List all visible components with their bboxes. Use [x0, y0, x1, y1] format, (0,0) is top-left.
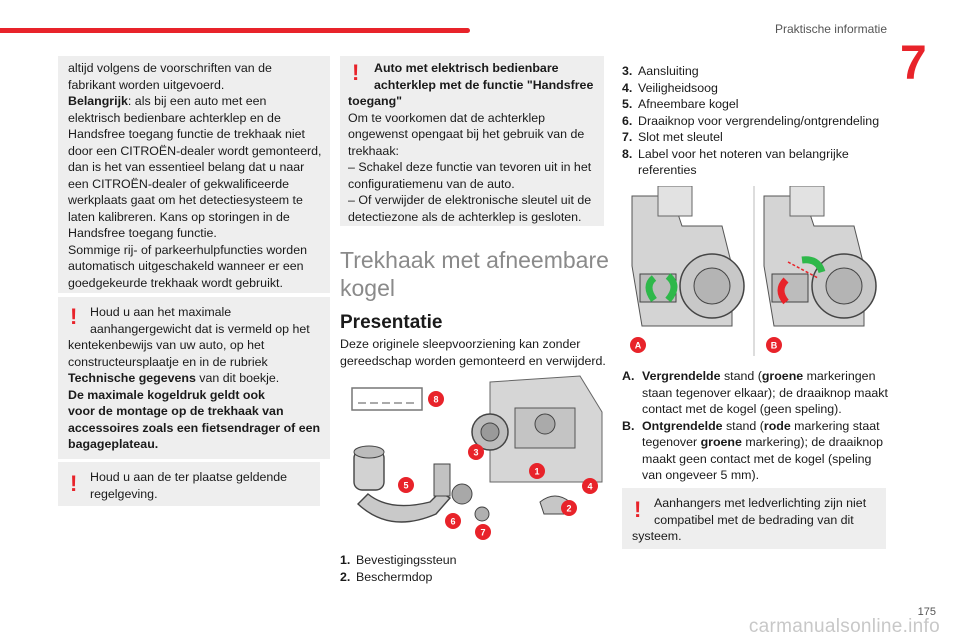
chapter-number: 7	[900, 37, 927, 90]
text-line: achterklep met de functie "Handsfree	[374, 77, 594, 92]
text-line: Handsfree toegang functie.	[68, 226, 217, 240]
text-line: kentekenbewijs van uw auto, op het	[68, 338, 265, 352]
label-b	[766, 337, 782, 353]
text-line: gereedschap worden gemonteerd en verwijderd.	[340, 353, 606, 368]
svg-text:8: 8	[433, 394, 439, 405]
text-line: automatisch uitgeschakeld wanneer er een	[68, 259, 304, 273]
page-number: 175	[917, 606, 936, 618]
towbar-figure	[340, 372, 604, 544]
callout-3	[468, 444, 484, 460]
text-line: configuratiemenu van de auto.	[348, 176, 515, 191]
list-item: 7. Slot met sleutel	[622, 130, 723, 144]
callout-5	[398, 477, 414, 493]
text-line: Houd u aan het maximale	[90, 305, 232, 319]
text-line: Aanhangers met ledverlichting zijn niet	[654, 496, 867, 510]
text-line: De maximale kogeldruk geldt ook	[68, 387, 265, 402]
text-line: tegenover groene markering); de draaiknop	[642, 435, 884, 449]
text-line: regelgeving.	[90, 486, 158, 501]
text-line: constructeursplaatje en in de rubriek	[68, 354, 268, 369]
text-line: Belangrijk: als bij een auto met een	[68, 94, 267, 108]
text-line: compatibel met de bedrading van dit	[654, 512, 854, 527]
text-line: laten kalibreren. Kans op storingen in de	[68, 209, 290, 224]
list-item: 2. Beschermdop	[340, 569, 433, 584]
svg-text:1: 1	[534, 466, 540, 477]
text-line: Auto met elektrisch bedienbare	[374, 61, 559, 75]
text-line: Handsfree toegang functie de trekhaak niet	[68, 127, 305, 141]
text-line: fabrikant worden uitgevoerd.	[68, 77, 225, 92]
state-a-illustration	[632, 186, 744, 326]
list-item: referenties	[638, 163, 697, 177]
text-line: accessoires zoals een fietsendrager of een	[68, 420, 321, 435]
watermark: carmanualsonline.info	[748, 616, 940, 637]
label-a	[630, 337, 646, 353]
callout-8	[428, 391, 444, 407]
callout-1	[529, 463, 545, 479]
svg-text:4: 4	[587, 481, 593, 492]
svg-text:A: A	[634, 340, 642, 351]
text-line: Om te voorkomen dat de achterklep	[348, 110, 545, 125]
text-line: altijd volgens de voorschriften van de	[68, 61, 272, 75]
text-line: – Of verwijder de elektronische sleutel uit de	[348, 193, 592, 207]
text-line: systeem.	[632, 529, 682, 543]
svg-text:2: 2	[566, 503, 572, 514]
text-line: goedgekeurde trekhaak wordt gebruikt.	[68, 275, 283, 290]
text-line: een CITROËN-dealer of gekwalificeerde	[68, 176, 290, 191]
text-line: toegang"	[348, 94, 403, 108]
text-line: werkplaats gaat om het detectiesysteem te	[68, 193, 303, 207]
warning-box-regulations	[58, 462, 320, 506]
warning-box-led	[622, 488, 886, 549]
callout-4	[582, 478, 598, 494]
warning-icon: !	[352, 60, 360, 85]
list-item: 8. Label voor het noteren van belangrijke	[622, 146, 849, 161]
text-line: voor de montage op de trekhaak van	[68, 404, 284, 418]
text-line: door een CITROËN-dealer wordt gemonteerd,	[68, 143, 322, 158]
label-plate	[352, 388, 422, 410]
callout-7	[475, 524, 491, 540]
list-item: A. Vergrendelde stand (groene markeringen	[622, 369, 876, 383]
text-line: Technische gegevens van dit boekje.	[68, 371, 280, 385]
info-box-left	[58, 56, 330, 293]
text-line: staan tegenover elkaar); de draaiknop maakt	[642, 385, 888, 400]
header-accent-bar	[0, 28, 470, 33]
state-b-illustration	[764, 186, 876, 326]
text-line: van ongeveer 5 mm).	[642, 468, 760, 482]
component-list-2	[622, 63, 892, 179]
text-line: Sommige rij- of parkeerhulpfuncties worden	[68, 242, 307, 257]
svg-text:7: 7	[480, 527, 486, 538]
text-line: bagageplateau.	[68, 437, 159, 451]
text-line: maakt geen contact met de kogel (speling	[642, 451, 872, 466]
svg-text:B: B	[770, 340, 778, 351]
text-line: ongewenst opengaat bij het gebruik van de	[348, 127, 585, 141]
warning-box-weight	[58, 297, 330, 459]
text-line: elektrisch bedienbare achterklep en de	[68, 110, 281, 125]
list-item: 6. Draaiknop voor vergrendeling/ontgrendeling	[622, 113, 880, 128]
text-line: – Schakel deze functie van tevoren uit in het	[348, 160, 592, 174]
subsection-title: Presentatie	[340, 312, 443, 333]
presentatie-text	[340, 336, 610, 369]
list-item: 1. Bevestigingssteun	[340, 553, 457, 567]
svg-text:3: 3	[473, 447, 479, 458]
text-line: aanhangergewicht dat is vermeld op het	[90, 321, 310, 336]
svg-text:5: 5	[403, 480, 409, 491]
lock	[475, 507, 489, 521]
warning-icon: !	[634, 497, 642, 522]
list-item: B. Ontgrendelde stand (rode markering staat	[622, 418, 880, 433]
component-list-1	[340, 552, 604, 585]
list-item: 4. Veiligheidsoog	[622, 80, 718, 95]
text-line: contact met de kogel (geen speling).	[642, 402, 842, 416]
callout-6	[445, 513, 461, 529]
svg-text:6: 6	[450, 516, 456, 527]
callout-2	[561, 500, 577, 516]
section-header: Praktische informatie	[774, 22, 887, 36]
warning-box-handsfree	[340, 56, 604, 226]
warning-icon: !	[70, 304, 78, 329]
text-line: dan is het van essentieel belang dat u naar	[68, 160, 305, 174]
warning-icon: !	[70, 471, 78, 496]
lock-state-figure	[622, 186, 886, 356]
list-item: 3. Aansluiting	[622, 64, 699, 78]
section-title: Trekhaak met afneembare kogel	[340, 247, 609, 301]
state-descriptions	[622, 368, 892, 484]
text-line: Houd u aan de ter plaatse geldende	[90, 470, 288, 484]
knob	[452, 484, 472, 504]
text-line: Deze originele sleepvoorziening kan zonder	[340, 337, 581, 351]
text-line: detectiezone als de achterklep is gesloten.	[348, 209, 582, 224]
text-line: trekhaak:	[348, 143, 399, 158]
list-item: 5. Afneembare kogel	[622, 97, 739, 111]
